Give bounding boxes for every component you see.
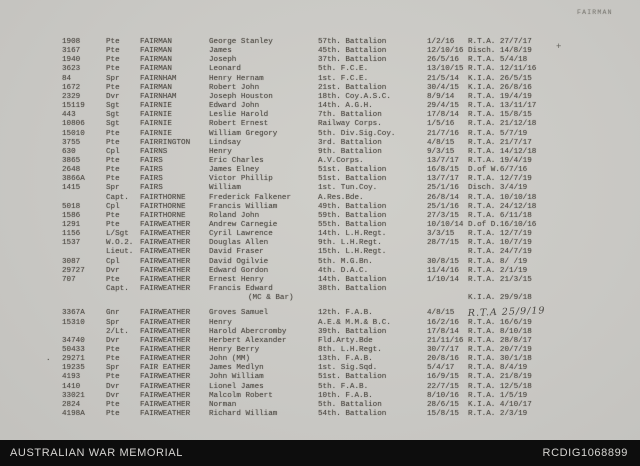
col-given-names: Eric Charles	[209, 156, 264, 165]
col-rank: Pte	[106, 175, 120, 184]
col-unit: 14th. A.G.H.	[318, 102, 373, 111]
col-number: 84	[62, 74, 72, 83]
col-number: 50433	[62, 345, 85, 354]
col-number: 1410	[62, 382, 81, 391]
col-embarked-date: 13/10/15	[427, 65, 464, 74]
col-given-names: Victor Phillip	[209, 175, 273, 184]
col-surname: FAIRTHORNE	[140, 202, 186, 211]
roll-row	[0, 294, 640, 304]
col-embarked-date: 28/7/15	[427, 239, 459, 248]
col-unit: A.V.Corps.	[318, 156, 364, 165]
col-embarked-date: 21/5/14	[427, 74, 459, 83]
col-surname: FAIRRINGTON	[140, 138, 191, 147]
col-fate: R.T.A. 12/11/16	[468, 65, 537, 74]
col-unit: 51st. Battalion	[318, 373, 387, 382]
col-given-names: Robert John	[209, 83, 260, 92]
col-unit: Fld.Arty.Bde	[318, 336, 373, 345]
col-surname: FAIRWEATHER	[140, 391, 191, 400]
col-unit: 9th. Battalion	[318, 147, 382, 156]
col-surname: FAIRTHORNE	[140, 193, 186, 202]
col-given-names: Robert Ernest	[209, 120, 269, 129]
col-rank: Pte	[106, 221, 120, 229]
col-surname: FAIRWEATHER	[140, 266, 191, 275]
col-given-names: Harold Abercromby	[209, 327, 287, 336]
col-unit: 37th. Battalion	[318, 56, 387, 65]
col-unit: 51st. Battalion	[318, 166, 387, 175]
col-surname: FAIRWEATHER	[140, 336, 191, 345]
col-given-names: William	[209, 184, 241, 193]
institution-name: AUSTRALIAN WAR MEMORIAL	[10, 447, 183, 459]
col-surname: FAIRWEATHER	[140, 400, 191, 409]
col-unit: 10th. F.A.B.	[318, 391, 373, 400]
col-given-names: Leslie Harold	[209, 111, 269, 120]
col-surname: FAIRS	[140, 156, 163, 165]
col-given-names: David Ogilvie	[209, 257, 269, 266]
col-rank: Pte	[106, 156, 120, 165]
col-surname: FAIRWEATHER	[140, 318, 191, 327]
col-fate: R.T.A. 5/4/18	[468, 56, 528, 65]
col-rank: Pte	[106, 166, 120, 175]
col-fate: R.T.A. 21/3/15	[468, 275, 532, 284]
col-surname: FAIRMAN	[140, 56, 172, 65]
col-rank: Dvr	[106, 336, 120, 345]
col-unit: 12th. F.A.B.	[318, 309, 373, 318]
col-embarked-date: 25/1/16	[427, 184, 459, 193]
col-rank: Pte	[106, 38, 120, 46]
col-unit: 8th. L.H.Regt.	[318, 345, 382, 354]
col-surname: FAIRWEATHER	[140, 239, 191, 248]
col-unit: 38th. Battalion	[318, 285, 387, 294]
col-surname: FAIRWEATHER	[140, 230, 191, 239]
col-rank: Dvr	[106, 92, 120, 101]
col-number: 707	[62, 275, 76, 284]
col-fate: R.T.A. 15/8/15	[468, 111, 532, 120]
col-given-names: Douglas Allen	[209, 239, 269, 248]
col-fate: R.T.A. 12/7/19	[468, 230, 532, 239]
col-embarked-date: 26/5/16	[427, 56, 459, 65]
col-embarked-date: 10/10/14	[427, 221, 464, 229]
col-number: 33021	[62, 391, 85, 400]
col-number: 2329	[62, 92, 81, 101]
col-embarked-date: 25/1/16	[427, 202, 459, 211]
col-embarked-date: 30/7/17	[427, 345, 459, 354]
col-embarked-date: 15/8/15	[427, 410, 459, 418]
col-fate: R.T.A. 8/4/19	[468, 364, 528, 373]
col-rank: 2/Lt.	[106, 327, 129, 336]
col-embarked-date: 1/10/14	[427, 275, 459, 284]
col-embarked-date: 29/4/15	[427, 102, 459, 111]
col-unit: 51st. Battalion	[318, 175, 387, 184]
col-fate: R.T.A. 10/7/19	[468, 239, 532, 248]
col-given-names: Roland John	[209, 211, 260, 220]
col-rank: Spr	[106, 184, 120, 193]
col-surname: FAIRNIE	[140, 120, 172, 129]
col-surname: FAIRMAN	[140, 38, 172, 46]
col-unit: 59th. Battalion	[318, 211, 387, 220]
col-margin-dot: .	[46, 355, 51, 364]
col-fate: R.T.A. 12/5/18	[468, 382, 532, 391]
col-unit: A.Res.Bde.	[318, 193, 364, 202]
col-rank: Spr	[106, 364, 120, 373]
col-fate: R.T.A. 21/7/17	[468, 138, 532, 147]
col-fate: R.T.A 25/9/19	[467, 305, 546, 320]
col-given-names: Malcolm Robert	[209, 391, 273, 400]
col-fate: R.T.A. 21/8/19	[468, 373, 532, 382]
col-unit: 21st. Battalion	[318, 83, 387, 92]
col-surname: FAIRWEATHER	[140, 410, 191, 418]
col-number: 3367A	[62, 309, 85, 318]
col-embarked-date: 8/9/14	[427, 92, 455, 101]
col-fate: R.T.A. 27/7/17	[468, 38, 532, 46]
col-surname: FAIRWEATHER	[140, 257, 191, 266]
col-given-names: Leonard	[209, 65, 241, 74]
col-surname: FAIRS	[140, 166, 163, 175]
col-embarked-date: 26/8/14	[427, 193, 459, 202]
col-unit: 4th. D.A.C.	[318, 266, 369, 275]
col-given-names: Edward Gordon	[209, 266, 269, 275]
col-fate: K.I.A. 4/10/17	[468, 400, 532, 409]
col-rank: Dvr	[106, 382, 120, 391]
col-surname: FAIRWEATHER	[140, 275, 191, 284]
col-unit: A.E.& M.M.& B.C.	[318, 318, 391, 327]
col-number: 630	[62, 147, 76, 156]
col-unit: 5th. F.A.B.	[318, 382, 369, 391]
col-number: 3865	[62, 156, 81, 165]
col-rank: Lieut.	[106, 248, 134, 257]
col-number: 2824	[62, 400, 81, 409]
col-rank: Dvr	[106, 266, 120, 275]
col-given-names: Groves Samuel	[209, 309, 269, 318]
col-decoration-note: (MC & Bar)	[248, 294, 294, 303]
col-given-names: Andrew Carnegie	[209, 221, 278, 229]
col-fate: K.I.A. 29/9/18	[468, 294, 532, 303]
col-surname: FAIR EATHER	[140, 364, 191, 373]
col-embarked-date: 22/7/15	[427, 382, 459, 391]
col-fate: K.I.A. 26/5/15	[468, 74, 532, 83]
col-number: 1940	[62, 56, 81, 65]
col-fate: R.T.A. 14/12/18	[468, 147, 537, 156]
col-number: 15010	[62, 129, 85, 138]
col-surname: FAIRNIE	[140, 111, 172, 120]
col-fate: R.T.A. 28/8/17	[468, 336, 532, 345]
col-embarked-date: 11/4/16	[427, 266, 459, 275]
col-given-names: Henry	[209, 147, 232, 156]
col-embarked-date: 16/8/15	[427, 166, 459, 175]
col-fate: R.T.A. 13/11/17	[468, 102, 537, 111]
col-number: 1415	[62, 184, 81, 193]
roll-row	[0, 410, 640, 420]
col-number: 3167	[62, 47, 81, 56]
col-embarked-date: 21/7/16	[427, 129, 459, 138]
col-given-names: Lionel James	[209, 382, 264, 391]
col-number: 3623	[62, 65, 81, 74]
col-unit: 14th. Battalion	[318, 275, 387, 284]
col-surname: FAIRWEATHER	[140, 355, 191, 364]
col-fate: R.T.A. 2/3/19	[468, 410, 528, 418]
col-fate: D.of D.16/10/16	[468, 221, 537, 229]
col-rank: Pte	[106, 65, 120, 74]
col-embarked-date: 5/4/17	[427, 364, 455, 373]
col-rank: Pte	[106, 129, 120, 138]
col-number: 29271	[62, 355, 85, 364]
col-unit: 39th. Battalion	[318, 327, 387, 336]
col-rank: Capt.	[106, 193, 129, 202]
col-given-names: John William	[209, 373, 264, 382]
col-fate: R.T.A. 1/5/19	[468, 391, 528, 400]
col-number: 1672	[62, 83, 81, 92]
col-number: 2648	[62, 166, 81, 175]
col-fate: R.T.A. 21/12/18	[468, 120, 537, 129]
col-rank: Pte	[106, 138, 120, 147]
col-rank: Cpl	[106, 202, 120, 211]
col-surname: FAIRNHAM	[140, 92, 177, 101]
col-number: 3866A	[62, 175, 85, 184]
col-given-names: James Medlyn	[209, 364, 264, 373]
col-rank: Sgt	[106, 120, 120, 129]
col-surname: FAIRWEATHER	[140, 373, 191, 382]
col-rank: Sgt	[106, 102, 120, 111]
col-fate: R.T.A. 20/7/19	[468, 345, 532, 354]
col-unit: 1st. Sig.Sqd.	[318, 364, 378, 373]
col-given-names: John (MM)	[209, 355, 251, 364]
col-given-names: Joseph Houston	[209, 92, 273, 101]
col-surname: FAIRWEATHER	[140, 248, 191, 257]
col-rank: Dvr	[106, 391, 120, 400]
col-embarked-date: 9/3/15	[427, 147, 455, 156]
col-embarked-date: 12/10/16	[427, 47, 464, 56]
col-embarked-date: 4/8/15	[427, 138, 455, 147]
col-given-names: Henry	[209, 318, 232, 327]
col-number: 1291	[62, 221, 81, 229]
col-surname: FAIRS	[140, 184, 163, 193]
col-embarked-date: 21/11/16	[427, 336, 464, 345]
col-number: 3755	[62, 138, 81, 147]
col-unit: 15th. L.H.Regt.	[318, 248, 387, 257]
col-given-names: Lindsay	[209, 138, 241, 147]
col-rank: Pte	[106, 56, 120, 65]
col-number: 1537	[62, 239, 81, 248]
col-rank: Pte	[106, 410, 120, 418]
col-given-names: William Gregory	[209, 129, 278, 138]
col-embarked-date: 30/8/15	[427, 257, 459, 266]
col-embarked-date: 17/8/14	[427, 327, 459, 336]
col-rank: Pte	[106, 47, 120, 56]
col-fate: R.T.A. 19/4/19	[468, 156, 532, 165]
col-embarked-date: 13/7/17	[427, 175, 459, 184]
col-surname: FAIRMAN	[140, 65, 172, 74]
col-fate: Disch. 14/8/19	[468, 47, 532, 56]
col-surname: FAIRWEATHER	[140, 309, 191, 318]
col-embarked-date: 4/8/15	[427, 309, 455, 318]
col-surname: FAIRNS	[140, 147, 168, 156]
col-fate: D.of W.6/7/16	[468, 166, 528, 175]
col-fate: R.T.A. 19/4/19	[468, 92, 532, 101]
col-surname: FAIRMAN	[140, 83, 172, 92]
col-rank: L/Sgt	[106, 230, 129, 239]
col-rank: Sgt	[106, 111, 120, 120]
col-unit: 5th. Div.Sig.Coy.	[318, 129, 396, 138]
col-rank: Gnr	[106, 309, 120, 318]
col-given-names: Henry Berry	[209, 345, 260, 354]
col-unit: 1st. F.C.E.	[318, 74, 369, 83]
col-embarked-date: 1/2/16	[427, 38, 455, 46]
col-rank: Capt.	[106, 285, 129, 294]
col-fate: R.T.A. 10/10/18	[468, 193, 537, 202]
col-unit: 45th. Battalion	[318, 47, 387, 56]
col-rank: Spr	[106, 74, 120, 83]
col-unit: 14th. L.H.Regt.	[318, 230, 387, 239]
col-embarked-date: 30/4/15	[427, 83, 459, 92]
col-fate: R.T.A. 8/ /19	[468, 257, 528, 266]
col-given-names: David Fraser	[209, 248, 264, 257]
col-fate: R.T.A. 24/12/18	[468, 202, 537, 211]
col-surname: FAIRNHAM	[140, 74, 177, 83]
col-embarked-date: 20/8/16	[427, 355, 459, 364]
col-unit: 7th. Battalion	[318, 111, 382, 120]
col-unit: 3rd. Battalion	[318, 138, 382, 147]
col-unit: 13th. F.A.B.	[318, 355, 373, 364]
col-unit: 9th. L.H.Regt.	[318, 239, 382, 248]
col-fate: R.T.A. 16/6/19	[468, 318, 532, 327]
col-unit: 5th. M.G.Bn.	[318, 257, 373, 266]
col-unit: 5th. Battalion	[318, 400, 382, 409]
col-number: 19235	[62, 364, 85, 373]
col-fate: R.T.A. 6/11/18	[468, 211, 532, 220]
col-given-names: James Elney	[209, 166, 260, 175]
viewer-footer-bar	[0, 440, 640, 466]
index-tab-label: FAIRMAN	[577, 9, 613, 16]
col-rank: Spr	[106, 318, 120, 327]
col-embarked-date: 3/3/15	[427, 230, 455, 239]
col-unit: 57th. Battalion	[318, 38, 387, 46]
col-given-names: Cyril Lawrence	[209, 230, 273, 239]
col-surname: FAIRTHORNE	[140, 211, 186, 220]
col-rank: Pte	[106, 83, 120, 92]
col-given-names: Ernest Henry	[209, 275, 264, 284]
col-number: 15119	[62, 102, 85, 111]
col-given-names: Richard William	[209, 410, 278, 418]
col-rank: Pte	[106, 345, 120, 354]
col-given-names: Francis Edward	[209, 285, 273, 294]
col-number: 1908	[62, 38, 81, 46]
col-rank: Pte	[106, 211, 120, 220]
col-rank: Pte	[106, 400, 120, 409]
col-given-names: Edward John	[209, 102, 260, 111]
col-number: 4193	[62, 373, 81, 382]
col-rank: W.O.2.	[106, 239, 134, 248]
col-unit: 49th. Battalion	[318, 202, 387, 211]
col-number: 4198A	[62, 410, 85, 418]
col-embarked-date: 1/5/16	[427, 120, 455, 129]
col-surname: FAIRS	[140, 175, 163, 184]
col-fate: K.I.A. 26/8/16	[468, 83, 532, 92]
col-fate: R.T.A. 8/10/18	[468, 327, 532, 336]
col-fate: R.T.A. 2/1/19	[468, 266, 528, 275]
col-rank: Cpl	[106, 257, 120, 266]
col-given-names: George Stanley	[209, 38, 273, 46]
col-unit: 18th. Coy.A.S.C.	[318, 92, 391, 101]
col-given-names: Francis William	[209, 202, 278, 211]
col-embarked-date: 16/2/16	[427, 318, 459, 327]
col-fate: R.T.A. 30/1/18	[468, 355, 532, 364]
col-number: 1156	[62, 230, 81, 239]
col-number: 443	[62, 111, 76, 120]
col-rank: Cpl	[106, 147, 120, 156]
col-unit: Railway Corps.	[318, 120, 382, 129]
col-given-names: James	[209, 47, 232, 56]
col-surname: FAIRMAN	[140, 47, 172, 56]
col-surname: FAIRWEATHER	[140, 327, 191, 336]
col-surname: FAIRNIE	[140, 102, 172, 111]
col-fate: R.T.A. 24/7/19	[468, 248, 532, 257]
record-id: RCDIG1068899	[542, 447, 628, 459]
col-embarked-date: 16/9/15	[427, 373, 459, 382]
pencil-cross-mark: +	[556, 42, 562, 52]
col-surname: FAIRWEATHER	[140, 221, 191, 229]
col-unit: 55th. Battalion	[318, 221, 387, 229]
col-rank: Pte	[106, 355, 120, 364]
col-surname: FAIRWEATHER	[140, 345, 191, 354]
col-embarked-date: 8/10/16	[427, 391, 459, 400]
col-given-names: Joseph	[209, 56, 237, 65]
col-number: 5018	[62, 202, 81, 211]
col-number: 15310	[62, 318, 85, 327]
col-number: 10806	[62, 120, 85, 129]
col-unit: 1st. Tun.Coy.	[318, 184, 378, 193]
col-fate: Disch. 3/4/19	[468, 184, 528, 193]
col-embarked-date: 13/7/17	[427, 156, 459, 165]
col-given-names: Herbert Alexander	[209, 336, 287, 345]
col-unit: 5th. F.C.E.	[318, 65, 369, 74]
col-fate: R.T.A. 12/7/19	[468, 175, 532, 184]
col-given-names: Frederick Falkener	[209, 193, 292, 202]
col-number: 1586	[62, 211, 81, 220]
col-number: 34740	[62, 336, 85, 345]
col-rank: Pte	[106, 275, 120, 284]
col-given-names: Norman	[209, 400, 237, 409]
col-rank: Pte	[106, 373, 120, 382]
col-number: 3087	[62, 257, 81, 266]
col-embarked-date: 17/8/14	[427, 111, 459, 120]
col-embarked-date: 28/6/15	[427, 400, 459, 409]
col-surname: FAIRWEATHER	[140, 285, 191, 294]
col-embarked-date: 27/3/15	[427, 211, 459, 220]
col-surname: FAIRWEATHER	[140, 382, 191, 391]
col-surname: FAIRNIE	[140, 129, 172, 138]
col-fate: R.T.A. 5/7/19	[468, 129, 528, 138]
col-unit: 54th. Battalion	[318, 410, 387, 418]
col-number: 29727	[62, 266, 85, 275]
col-given-names: Henry Hernam	[209, 74, 264, 83]
